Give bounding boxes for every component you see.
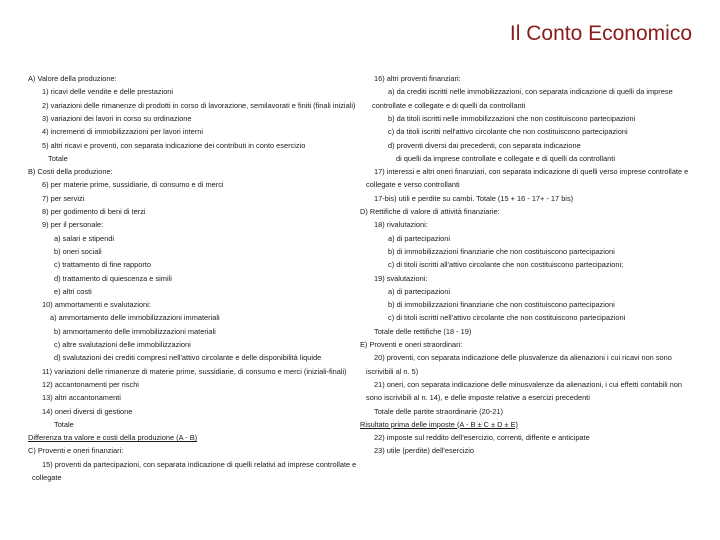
left_column-line: Totale [48,153,68,163]
right_column-line: sono iscrivibili al n. 14), e delle imposte relative a esercizi precedenti [366,393,590,403]
right_column-line: 23) utile (perdite) dell'esercizio [374,446,474,456]
right_column-line: c) da titoli iscritti nell'attivo circolante che non costituiscono partecipazioni [388,127,628,137]
right_column-line: Totale delle rettifiche (18 - 19) [374,326,472,336]
right_column-line: Totale delle partite straordinarie (20-21) [374,406,503,416]
right_column-line: iscrivibili al n. 5) [366,366,419,376]
left_column-line: 2) variazioni delle rimanenze di prodotti in corso di lavorazione, semilavorati e finiti (finali iniziali) [42,100,356,110]
right_column-line: 18) rivalutazioni: [374,220,428,230]
right_column-line: a) di partecipazioni [388,286,451,296]
page-title: Il Conto Economico [509,22,692,45]
left_column-line: 10) ammortamenti e svalutazioni: [42,300,151,310]
left_column-line: e) altri costi [54,286,92,296]
right_column-line: D) Rettifiche di valore di attività finanziarie: [360,207,500,216]
right_column-line: c) di titoli iscritti all'attivo circolante che non costituiscono partecipazioni; [388,260,624,270]
left_column-line: c) altre svalutazioni delle immobilizzazioni [54,340,191,349]
left_column-line: 4) incrementi di immobilizzazioni per lavori interni [42,127,204,137]
right_column-line: 19) svalutazioni: [374,273,428,283]
left_column-line: 12) accantonamenti per rischi [42,379,139,389]
right_column-line: collegate e verso controllanti [366,180,460,190]
right_column-line: 17-bis) utili e perdite su cambi. Totale (15 + 16 - 17+ - 17 bis) [374,193,574,203]
left_column-line: B) Costi della produzione: [28,167,113,177]
left_column-line: 13) altri accantonamenti [42,393,121,403]
right_column-line: E) Proventi e oneri straordinari: [360,340,463,349]
left_column-line: A) Valore della produzione: [28,74,117,83]
right_column-line: a) di partecipazioni [388,233,451,243]
left_column-line: 8) per godimento di beni di terzi [42,207,146,216]
left_column-line: a) ammortamento delle immobilizzazioni immateriali [50,313,220,323]
left_column-line: 14) oneri diversi di gestione [42,406,133,416]
right_column-line: controllate e collegate e di quelli da controllanti [372,100,526,110]
right_column-line: 16) altri proventi finanziari: [374,74,461,83]
left_column-line: 1) ricavi delle vendite e delle prestazioni [42,87,174,97]
left_column-line: 7) per servizi [42,193,85,203]
left_column-line: Differenza tra valore e costi della produzione (A - B) [28,433,198,443]
right_column-line: b) da titoli iscritti nelle immobilizzazioni che non costituiscono partecipazioni [388,113,636,123]
right_column-line: 20) proventi, con separata indicazione delle plusvalenze da alienazioni i cui ricavi non sono [374,353,672,363]
right_column-line: b) di immobilizzazioni finanziarie che non costituiscono partecipazioni [388,300,615,310]
left_column-line: d) trattamento di quiescenza e simili [54,273,172,283]
left_column-line: 6) per materie prime, sussidiarie, di consumo e di merci [42,180,224,190]
right_column-line: c) di titoli iscritti nell'attivo circolante che non costituiscono partecipazioni [388,313,626,323]
left_column-line: 3) variazioni dei lavori in corso su ordinazione [42,113,192,123]
left_column-line: 9) per il personale: [42,220,104,230]
right_column-line: d) proventi diversi dai precedenti, con separata indicazione [388,140,581,150]
left_column-line: 11) variazioni delle rimanenze di materie prime, sussidiarie, di consumo e merci (iniziali-finali) [42,366,347,376]
right_column-line: b) di immobilizzazioni finanziarie che non costituiscono partecipazioni [388,246,615,256]
right_column-line: a) da crediti iscritti nelle immobilizzazioni, con separata indicazione di quelli da imprese [388,87,673,97]
left_column-line: b) oneri sociali [54,246,102,256]
left_column-line: collegate [32,473,62,482]
left_column-line: a) salari e stipendi [54,233,114,243]
left_column-line: c) trattamento di fine rapporto [54,260,151,270]
right_column-line: 21) oneri, con separata indicazione delle minusvalenze da alienazioni, i cui effetti contabili non [374,379,682,389]
right_column-line: Risultato prima delle imposte (A - B ± C ± D ± E) [360,419,518,429]
right_column-line: 17) interessi e altri oneri finanziari, con separata indicazione di quelli verso imprese controllate e [374,167,689,177]
left_column-line: 5) altri ricavi e proventi, con separata indicazione dei contributi in conto esercizio [42,140,306,150]
left_column-line: 15) proventi da partecipazioni, con separata indicazione di quelli relativi ad imprese controllate e [42,459,357,469]
left_column-line: b) ammortamento delle immobilizzazioni materiali [54,326,216,336]
left_column-line: C) Proventi e oneri finanziari: [28,446,124,456]
right_column-line: 22) imposte sul reddito dell'esercizio, correnti, differite e anticipate [374,433,590,443]
left_column-line: d) svalutazioni dei crediti compresi nell'attivo circolante e delle disponibilità liquide [54,353,322,363]
left_column-line: Totale [54,419,74,429]
right_column-line: di quelli da imprese controllate e collegate e di quelli da controllanti [396,153,615,163]
